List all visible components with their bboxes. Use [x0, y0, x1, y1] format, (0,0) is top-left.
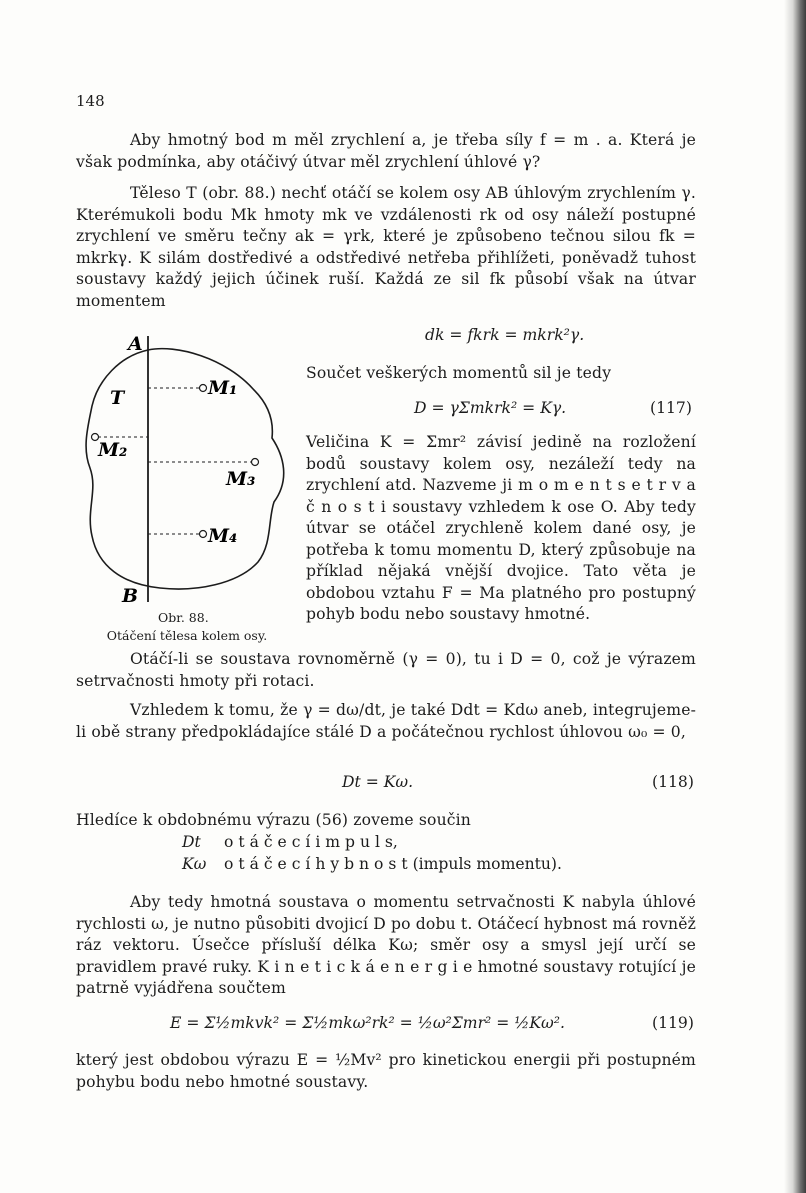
book-spine-shadow	[784, 0, 806, 1193]
paragraph-3: Součet veškerých momentů sil je tedy	[306, 364, 612, 382]
equation-118: Dt = Kω.	[342, 773, 414, 791]
term-symbol-hybnost: Kω	[182, 855, 207, 873]
label-M4: M₄	[208, 525, 238, 547]
label-A: A	[128, 333, 143, 355]
term-text-hybnost: o t á č e c í h y b n o s t (impuls momentu).	[224, 855, 562, 873]
point-M3	[252, 459, 259, 466]
paragraph-8: Aby tedy hmotná soustava o momentu setrvačnosti K nabyla úhlové rychlosti ω, je nutno působiti dvojicí D po dobu t. Otáčecí hybnost má rovněž ráz vektoru. Úsečce přísluší délka Kω; směr osy a smysl její určí se pravidlem pravé ruky. K i n e t i c k á e n e r g i e hmotné soustavy rotující je patrně vyjádřena součtem	[76, 893, 696, 997]
figure-88-drawing	[76, 330, 300, 610]
paragraph-5: Otáčí-li se soustava rovnoměrně (γ = 0), tu i D = 0, což je výrazem setrvačnosti hmoty při rotaci.	[76, 650, 696, 690]
label-B: B	[122, 585, 139, 607]
paragraph-9: který jest obdobou výrazu E = ½Mv² pro kinetickou energii při postupném pohybu bodu nebo hmotné soustavy.	[76, 1051, 696, 1091]
label-M2: M₂	[98, 439, 128, 461]
equation-number-118: (118)	[652, 773, 694, 791]
paragraph-4: Veličina K = Σmr² závisí jedině na rozložení bodů soustavy kolem osy, nezáleží tedy na zrychlení atd. Nazveme ji m o m e n t s e t r v a č n o s t i soustavy vzhledem k ose O. Aby tedy útvar se otáčel zrychleně kolem dané osy, je potřeba k tomu momentu D, který způsobuje na příklad nějaká vnější dvojice. Tato věta je obdobou vztahu F = Ma platného pro postupný pohyb bodu nebo soustavy hmotné.	[306, 433, 696, 623]
label-M3: M₃	[226, 468, 256, 490]
equation-117: D = γΣmkrk² = Kγ.	[414, 399, 567, 417]
label-T: T	[110, 387, 125, 409]
equation-number-117: (117)	[650, 399, 692, 417]
term-text-impuls: o t á č e c í i m p u l s,	[224, 833, 398, 851]
paragraph-6: Vzhledem k tomu, že γ = dω/dt, je také Ddt = Kdω aneb, integrujeme-li obě strany předpokládajíce stálé D a počátečnou rychlost úhlovou ω₀ = 0,	[76, 701, 696, 741]
label-M1: M₁	[208, 377, 238, 399]
page-number: 148	[76, 92, 105, 110]
point-M1	[200, 385, 207, 392]
equation-number-119: (119)	[652, 1014, 694, 1032]
paragraph-2: Těleso T (obr. 88.) nechť otáčí se kolem osy AB úhlovým zrychlením γ. Kterémukoli bodu Mk hmoty mk ve vzdálenosti rk od osy náleží postupné zrychlení ve směru tečny ak = γrk, které je způsobeno tečnou silou fk = mkrkγ. K silám dostředivé a odstředivé netřeba přihlížeti, poněvadž tuhost soustavy každý jejich účinek ruší. Každá ze sil fk působí však na útvar momentem	[76, 184, 696, 310]
paragraph-1: Aby hmotný bod m měl zrychlení a, je třeba síly f = m . a. Která je však podmínka, aby otáčivý útvar měl zrychlení úhlové γ?	[76, 131, 696, 171]
point-M4	[200, 531, 207, 538]
figure-88	[76, 330, 300, 610]
figure-caption-number: Obr. 88.	[158, 610, 209, 625]
equation-moment: dk = fkrk = mkrk²γ.	[425, 326, 585, 344]
equation-119: E = Σ½mkvk² = Σ½mkω²rk² = ½ω²Σmr² = ½Kω².	[170, 1014, 565, 1032]
paragraph-7: Hledíce k obdobnému výrazu (56) zoveme součin	[76, 811, 472, 829]
term-symbol-impuls: Dt	[182, 833, 201, 851]
figure-caption-text: Otáčení tělesa kolem osy.	[106, 628, 268, 643]
